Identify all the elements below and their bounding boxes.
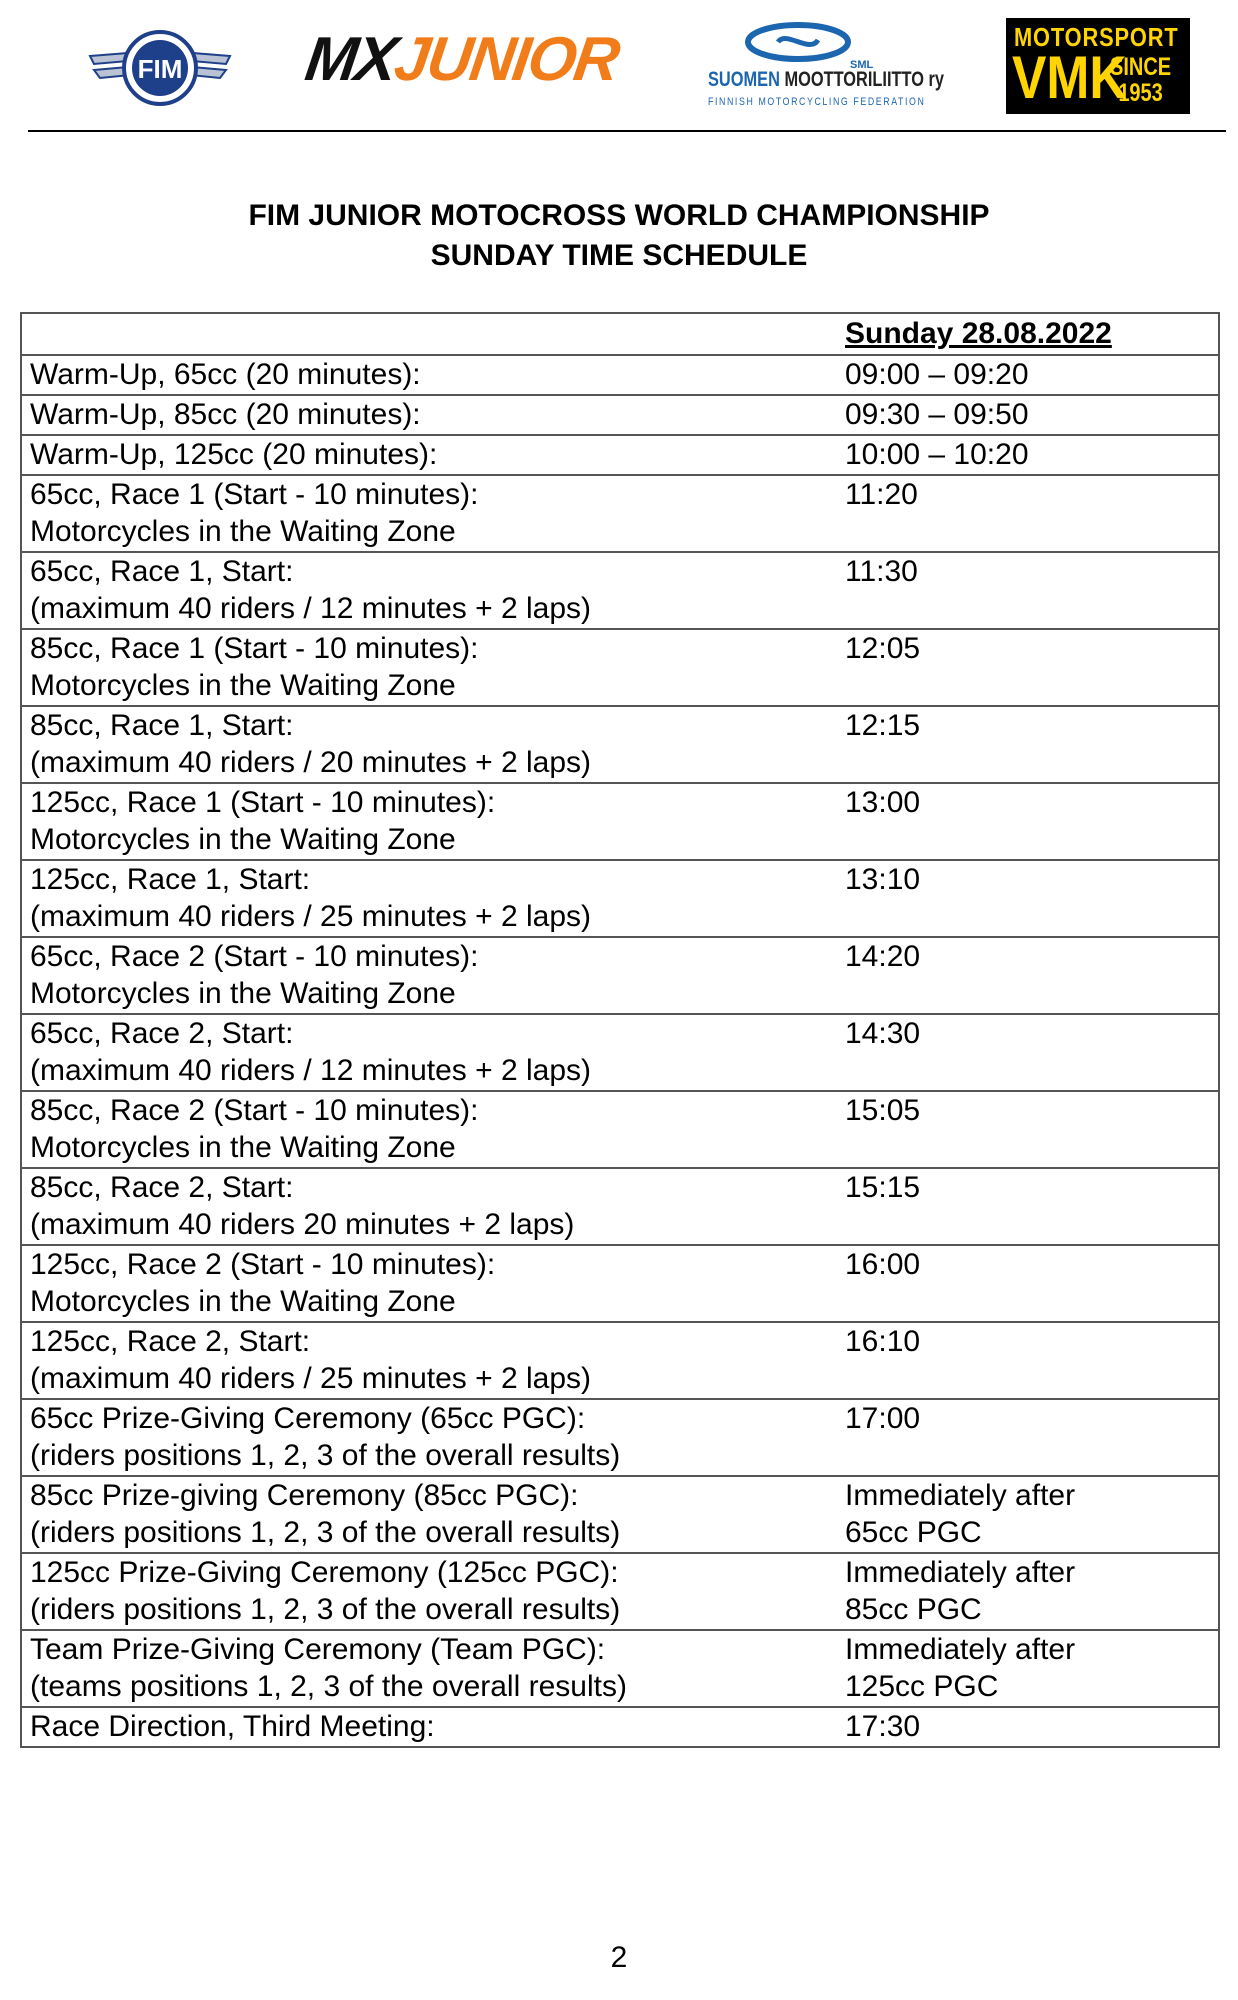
- schedule-event-line: 65cc, Race 1, Start:: [30, 555, 294, 588]
- document-title: [0, 196, 1238, 276]
- schedule-event-line: (maximum 40 riders / 20 minutes + 2 laps): [30, 746, 592, 779]
- schedule-time-cell: [845, 1630, 1219, 1707]
- schedule-row: [21, 1399, 1219, 1476]
- schedule-event-cell: [21, 1476, 845, 1553]
- schedule-time-line: 16:00: [845, 1248, 921, 1281]
- schedule-table: [20, 312, 1220, 1748]
- schedule-event-line: (riders positions 1, 2, 3 of the overall results): [30, 1439, 621, 1472]
- schedule-event-cell: [21, 475, 845, 552]
- vmk-since-label: SINCE: [1110, 53, 1172, 81]
- schedule-event-line: 125cc, Race 2, Start:: [30, 1325, 311, 1358]
- schedule-event-line: 85cc, Race 1 (Start - 10 minutes):: [30, 632, 479, 665]
- schedule-event-line: (riders positions 1, 2, 3 of the overall results): [30, 1593, 621, 1626]
- schedule-header-row: [21, 313, 1219, 355]
- schedule-event-line: Race Direction, Third Meeting:: [30, 1710, 435, 1743]
- schedule-event-cell: [21, 1553, 845, 1630]
- schedule-event-line: Motorcycles in the Waiting Zone: [30, 823, 456, 856]
- schedule-event-cell: [21, 1091, 845, 1168]
- vmk-logo-motorsport: MOTORSPORT: [1014, 22, 1179, 52]
- schedule-event-line: (maximum 40 riders / 12 minutes + 2 laps): [30, 592, 592, 625]
- schedule-event-line: Warm-Up, 65cc (20 minutes):: [30, 358, 421, 391]
- schedule-event-line: 65cc Prize-Giving Ceremony (65cc PGC):: [30, 1402, 586, 1435]
- schedule-row: [21, 783, 1219, 860]
- schedule-time-cell: [845, 552, 1219, 629]
- page-number: 2: [610, 1941, 628, 1974]
- schedule-event-line: 85cc, Race 2, Start:: [30, 1171, 294, 1204]
- schedule-row: [21, 629, 1219, 706]
- title-line-2: SUNDAY TIME SCHEDULE: [430, 239, 808, 272]
- sml-subtitle: FINNISH MOTORCYCLING FEDERATION: [708, 96, 926, 108]
- schedule-event-line: 125cc Prize-Giving Ceremony (125cc PGC):: [30, 1556, 619, 1589]
- schedule-row: [21, 395, 1219, 435]
- schedule-event-line: (maximum 40 riders / 25 minutes + 2 laps): [30, 900, 592, 933]
- schedule-time-line: 10:00 – 10:20: [845, 438, 1029, 471]
- schedule-time-line: 12:15: [845, 709, 921, 742]
- schedule-time-cell: [845, 1322, 1219, 1399]
- schedule-time-line: 15:15: [845, 1171, 921, 1204]
- sml-badge-text: SML: [850, 59, 874, 70]
- vmk-logo: [1006, 18, 1190, 114]
- schedule-time-line: 16:10: [845, 1325, 921, 1358]
- schedule-time-cell: [845, 1091, 1219, 1168]
- schedule-row: [21, 706, 1219, 783]
- schedule-time-cell: [845, 1476, 1219, 1553]
- schedule-header-time-cell: [845, 313, 1219, 355]
- schedule-time-line: 11:20: [845, 478, 918, 511]
- schedule-row: [21, 1476, 1219, 1553]
- fim-logo: [84, 26, 236, 110]
- vmk-logo-since: [1110, 54, 1171, 106]
- schedule-time-line: 13:10: [845, 863, 921, 896]
- vmk-since-year: 1953: [1118, 79, 1163, 107]
- schedule-event-line: Warm-Up, 125cc (20 minutes):: [30, 438, 438, 471]
- schedule-time-cell: [845, 783, 1219, 860]
- schedule-time-cell: [845, 1553, 1219, 1630]
- sml-name: [708, 68, 944, 92]
- schedule-row: [21, 1553, 1219, 1630]
- schedule-time-line: 65cc PGC: [845, 1516, 982, 1549]
- schedule-event-line: (maximum 40 riders / 12 minutes + 2 laps): [30, 1054, 592, 1087]
- schedule-event-cell: [21, 1399, 845, 1476]
- sml-logo: [700, 20, 945, 112]
- schedule-row: [21, 1707, 1219, 1747]
- schedule-time-cell: [845, 355, 1219, 395]
- schedule-time-cell: [845, 435, 1219, 475]
- schedule-time-cell: [845, 706, 1219, 783]
- schedule-row: [21, 1091, 1219, 1168]
- schedule-time-line: 09:30 – 09:50: [845, 398, 1029, 431]
- schedule-time-cell: [845, 629, 1219, 706]
- schedule-event-line: Motorcycles in the Waiting Zone: [30, 669, 456, 702]
- schedule-event-cell: [21, 1707, 845, 1747]
- schedule-event-line: 125cc, Race 2 (Start - 10 minutes):: [30, 1248, 496, 1281]
- schedule-time-cell: [845, 1399, 1219, 1476]
- schedule-row: [21, 435, 1219, 475]
- mxjunior-logo-mx: MX: [301, 25, 400, 94]
- schedule-event-cell: [21, 355, 845, 395]
- schedule-event-line: 85cc, Race 2 (Start - 10 minutes):: [30, 1094, 479, 1127]
- schedule-event-line: (teams positions 1, 2, 3 of the overall results): [30, 1670, 627, 1703]
- schedule-time-line: 12:05: [845, 632, 921, 665]
- schedule-row: [21, 475, 1219, 552]
- schedule-event-line: 65cc, Race 2, Start:: [30, 1017, 294, 1050]
- schedule-event-line: (riders positions 1, 2, 3 of the overall results): [30, 1516, 621, 1549]
- sml-name-part1: SUOMEN: [708, 68, 780, 91]
- schedule-event-line: Motorcycles in the Waiting Zone: [30, 1285, 456, 1318]
- page-header: [0, 0, 1238, 132]
- schedule-event-cell: [21, 629, 845, 706]
- schedule-time-line: 14:20: [845, 940, 921, 973]
- schedule-date-header: Sunday 28.08.2022: [845, 317, 1112, 350]
- schedule-row: [21, 355, 1219, 395]
- schedule-event-line: 65cc, Race 1 (Start - 10 minutes):: [30, 478, 479, 511]
- schedule-event-cell: [21, 1322, 845, 1399]
- schedule-time-line: 14:30: [845, 1017, 921, 1050]
- schedule-time-line: Immediately after: [845, 1556, 1076, 1589]
- header-divider: [28, 130, 1226, 132]
- schedule-event-cell: [21, 1168, 845, 1245]
- schedule-time-line: 11:30: [845, 555, 918, 588]
- schedule-time-cell: [845, 1707, 1219, 1747]
- schedule-row: [21, 937, 1219, 1014]
- schedule-row: [21, 1630, 1219, 1707]
- schedule-time-line: 17:30: [845, 1710, 921, 1743]
- mxjunior-logo-junior: JUNIOR: [390, 25, 623, 94]
- schedule-event-line: (maximum 40 riders 20 minutes + 2 laps): [30, 1208, 575, 1241]
- schedule-time-line: 13:00: [845, 786, 921, 819]
- schedule-event-line: Motorcycles in the Waiting Zone: [30, 1131, 456, 1164]
- schedule-event-line: 125cc, Race 1 (Start - 10 minutes):: [30, 786, 496, 819]
- schedule-time-cell: [845, 1245, 1219, 1322]
- schedule-time-line: 85cc PGC: [845, 1593, 982, 1626]
- sml-emblem-icon: [700, 20, 940, 70]
- schedule-time-cell: [845, 395, 1219, 435]
- schedule-event-line: Warm-Up, 85cc (20 minutes):: [30, 398, 421, 431]
- schedule-row: [21, 552, 1219, 629]
- schedule-row: [21, 1168, 1219, 1245]
- schedule-time-cell: [845, 860, 1219, 937]
- fim-logo-text: FIM: [137, 54, 183, 84]
- schedule-row: [21, 1322, 1219, 1399]
- schedule-event-cell: [21, 706, 845, 783]
- schedule-time-cell: [845, 475, 1219, 552]
- schedule-event-cell: [21, 1630, 845, 1707]
- schedule-time-line: Immediately after: [845, 1479, 1076, 1512]
- schedule-event-line: 85cc, Race 1, Start:: [30, 709, 294, 742]
- schedule-time-cell: [845, 937, 1219, 1014]
- schedule-row: [21, 1014, 1219, 1091]
- schedule-event-cell: [21, 860, 845, 937]
- sml-name-part2: MOOTTORILIITTO ry: [784, 68, 945, 91]
- schedule-event-cell: [21, 783, 845, 860]
- schedule-event-line: 85cc Prize-giving Ceremony (85cc PGC):: [30, 1479, 579, 1512]
- mxjunior-logo: [301, 25, 666, 94]
- schedule-time-cell: [845, 1014, 1219, 1091]
- schedule-event-line: (maximum 40 riders / 25 minutes + 2 laps): [30, 1362, 592, 1395]
- schedule-event-line: 125cc, Race 1, Start:: [30, 863, 311, 896]
- title-line-1: FIM JUNIOR MOTOCROSS WORLD CHAMPIONSHIP: [248, 199, 990, 232]
- schedule-time-line: 09:00 – 09:20: [845, 358, 1029, 391]
- schedule-event-cell: [21, 1245, 845, 1322]
- schedule-header-event-cell: [21, 313, 845, 355]
- schedule-event-cell: [21, 552, 845, 629]
- schedule-time-line: 17:00: [845, 1402, 921, 1435]
- schedule-event-cell: [21, 1014, 845, 1091]
- schedule-event-cell: [21, 395, 845, 435]
- schedule-event-line: 65cc, Race 2 (Start - 10 minutes):: [30, 940, 479, 973]
- schedule-event-line: Team Prize-Giving Ceremony (Team PGC):: [30, 1633, 606, 1666]
- schedule-event-line: Motorcycles in the Waiting Zone: [30, 977, 456, 1010]
- schedule-time-line: 125cc PGC: [845, 1670, 999, 1703]
- schedule-event-line: Motorcycles in the Waiting Zone: [30, 515, 456, 548]
- schedule-time-line: 15:05: [845, 1094, 921, 1127]
- schedule-event-cell: [21, 937, 845, 1014]
- schedule-time-line: Immediately after: [845, 1633, 1076, 1666]
- vmk-logo-letters: VMK: [1012, 44, 1127, 111]
- fim-winged-wheel-icon: [84, 26, 236, 110]
- schedule-row: [21, 1245, 1219, 1322]
- schedule-row: [21, 860, 1219, 937]
- schedule-time-cell: [845, 1168, 1219, 1245]
- schedule-event-cell: [21, 435, 845, 475]
